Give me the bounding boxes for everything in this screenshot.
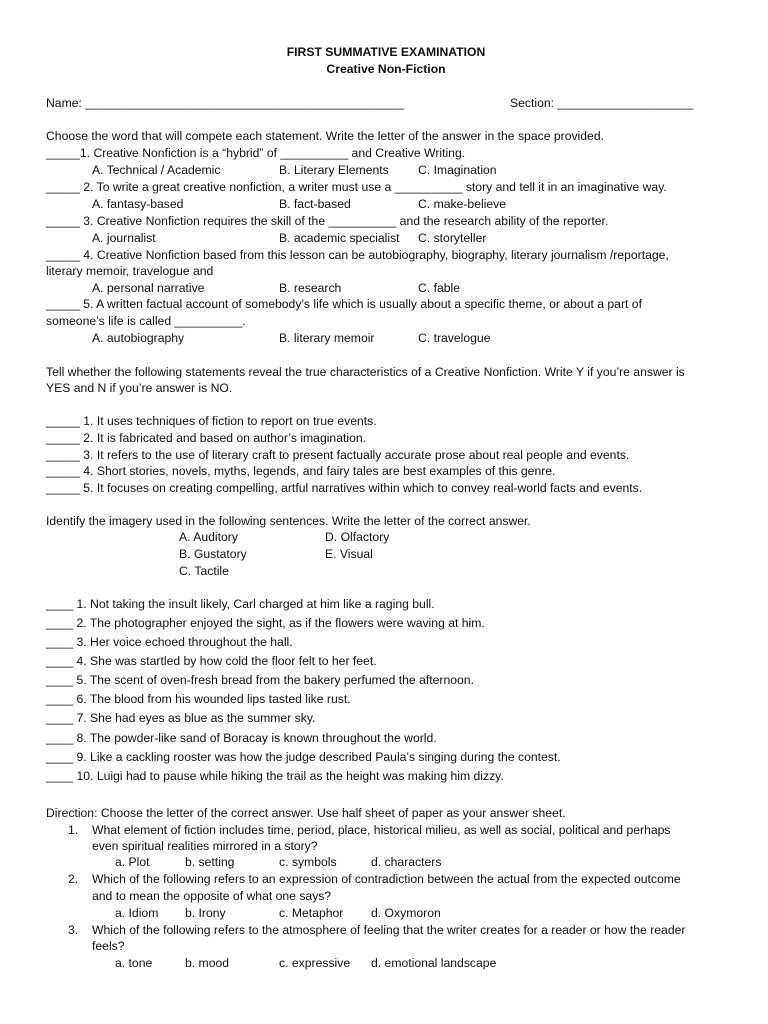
option-c: c. symbols [279,855,337,869]
part4-q1-number: 1. [68,823,79,837]
option-c: C. Imagination [418,163,497,177]
part4-q3-number: 3. [68,923,79,937]
part3-item-10: ____ 10. Luigi had to pause while hiking the trail as the height was making him dizzy. [46,769,504,783]
option-d: d. Oxymoron [371,906,441,920]
option-a: A. personal narrative [92,281,205,295]
part2-item-5: _____ 5. It focuses on creating compelling, artful narratives within which to convey real-world facts and events. [46,481,643,495]
option-a: A. Technical / Academic [92,163,221,177]
section-field[interactable]: Section: ____________________ [510,96,693,110]
imagery-choice-c: C. Tactile [179,564,229,578]
option-b: b. setting [185,855,235,869]
option-c: C. travelogue [418,331,491,345]
part3-item-7: ____ 7. She had eyes as blue as the summer sky. [46,711,316,725]
name-field[interactable]: Name: _______________________________________________ [46,96,404,110]
part1-question-1: _____1. Creative Nonfiction is a “hybrid” of __________ and Creative Writing. [46,146,466,160]
part4-question-2-cont: and to mean the opposite of what one says? [92,889,332,903]
option-b: b. Irony [185,906,226,920]
part1-question-3: _____ 3. Creative Nonfiction requires the skill of the __________ and the research ability of the reporter. [46,214,609,228]
option-a: A. autobiography [92,331,185,345]
part4-question-1-cont: even spiritual realities mirrored in a story? [92,839,318,853]
option-b: b. mood [185,956,230,970]
part1-question-5-cont: someone’s life is called __________. [46,314,246,328]
part3-item-6: ____ 6. The blood from his wounded lips tasted like rust. [46,692,351,706]
imagery-choice-e: E. Visual [325,547,373,561]
part1-question-5: _____ 5. A written factual account of somebody’s life which is usually about a specific theme, or about a part of [46,297,642,311]
part2-instruction: Tell whether the following statements reveal the true characteristics of a Creative Nonfiction. Write Y if you’re answer is [46,365,685,379]
part2-instruction-cont: YES and N if you’re answer is NO. [46,381,233,395]
option-c: C. fable [418,281,461,295]
option-a: A. journalist [92,231,156,245]
part3-item-1: ____ 1. Not taking the insult likely, Carl charged at him like a raging bull. [46,597,435,611]
part1-question-4: _____ 4. Creative Nonfiction based from this lesson can be autobiography, biography, literary journalism /reportage, [46,248,669,262]
part4-instruction: Direction: Choose the letter of the correct answer. Use half sheet of paper as your answer sheet. [46,806,566,820]
option-a: a. Idiom [115,906,159,920]
part4-question-1: What element of fiction includes time, period, place, historical milieu, as well as social, political and perhaps [92,823,671,837]
part4-question-2: Which of the following refers to an expression of contradiction between the actual from the expected outcome [92,872,681,886]
option-b: B. literary memoir [279,331,375,345]
option-d: d. emotional landscape [371,956,497,970]
part3-item-5: ____ 5. The scent of oven-fresh bread from the bakery perfumed the afternoon. [46,673,474,687]
option-b: B. academic specialist [279,231,400,245]
option-c: c. Metaphor [279,906,344,920]
part3-item-9: ____ 9. Like a cackling rooster was how the judge described Paula’s singing during the contest. [46,750,561,764]
option-c: c. expressive [279,956,351,970]
exam-subtitle: Creative Non-Fiction [326,62,446,76]
option-a: A. fantasy-based [92,197,184,211]
option-a: a. Plot [115,855,150,869]
part2-item-2: _____ 2. It is fabricated and based on author’s imagination. [46,431,367,445]
part1-question-4-cont: literary memoir, travelogue and [46,264,214,278]
imagery-choice-d: D. Olfactory [325,530,390,544]
part2-item-3: _____ 3. It refers to the use of literary craft to present factually accurate prose about real people and events. [46,448,630,462]
option-c: C. make-believe [418,197,507,211]
part3-item-2: ____ 2. The photographer enjoyed the sight, as if the flowers were waving at him. [46,616,485,630]
part1-question-2: _____ 2. To write a great creative nonfiction, a writer must use a __________ story and tell it in an imaginative way. [46,180,667,194]
part3-item-8: ____ 8. The powder-like sand of Boracay is known throughout the world. [46,731,437,745]
part2-item-4: _____ 4. Short stories, novels, myths, legends, and fairy tales are best examples of this genre. [46,464,556,478]
option-b: B. research [279,281,342,295]
part4-q2-number: 2. [68,872,79,886]
option-b: B. fact-based [279,197,351,211]
imagery-choice-b: B. Gustatory [179,547,247,561]
part4-question-3-cont: feels? [92,939,125,953]
part4-question-3: Which of the following refers to the atmosphere of feeling that the writer creates for a reader or how the reader [92,923,686,937]
imagery-choice-a: A. Auditory [179,530,238,544]
option-b: B. Literary Elements [279,163,389,177]
part3-item-4: ____ 4. She was startled by how cold the floor felt to her feet. [46,654,377,668]
part2-item-1: _____ 1. It uses techniques of fiction to report on true events. [46,414,377,428]
option-a: a. tone [115,956,153,970]
part3-item-3: ____ 3. Her voice echoed throughout the hall. [46,635,293,649]
part3-instruction: Identify the imagery used in the following sentences. Write the letter of the correct answer. [46,514,531,528]
option-d: d. characters [371,855,442,869]
part1-instruction: Choose the word that will compete each statement. Write the letter of the answer in the space provided. [46,129,604,143]
exam-title: FIRST SUMMATIVE EXAMINATION [286,45,486,59]
option-c: C. storyteller [418,231,487,245]
